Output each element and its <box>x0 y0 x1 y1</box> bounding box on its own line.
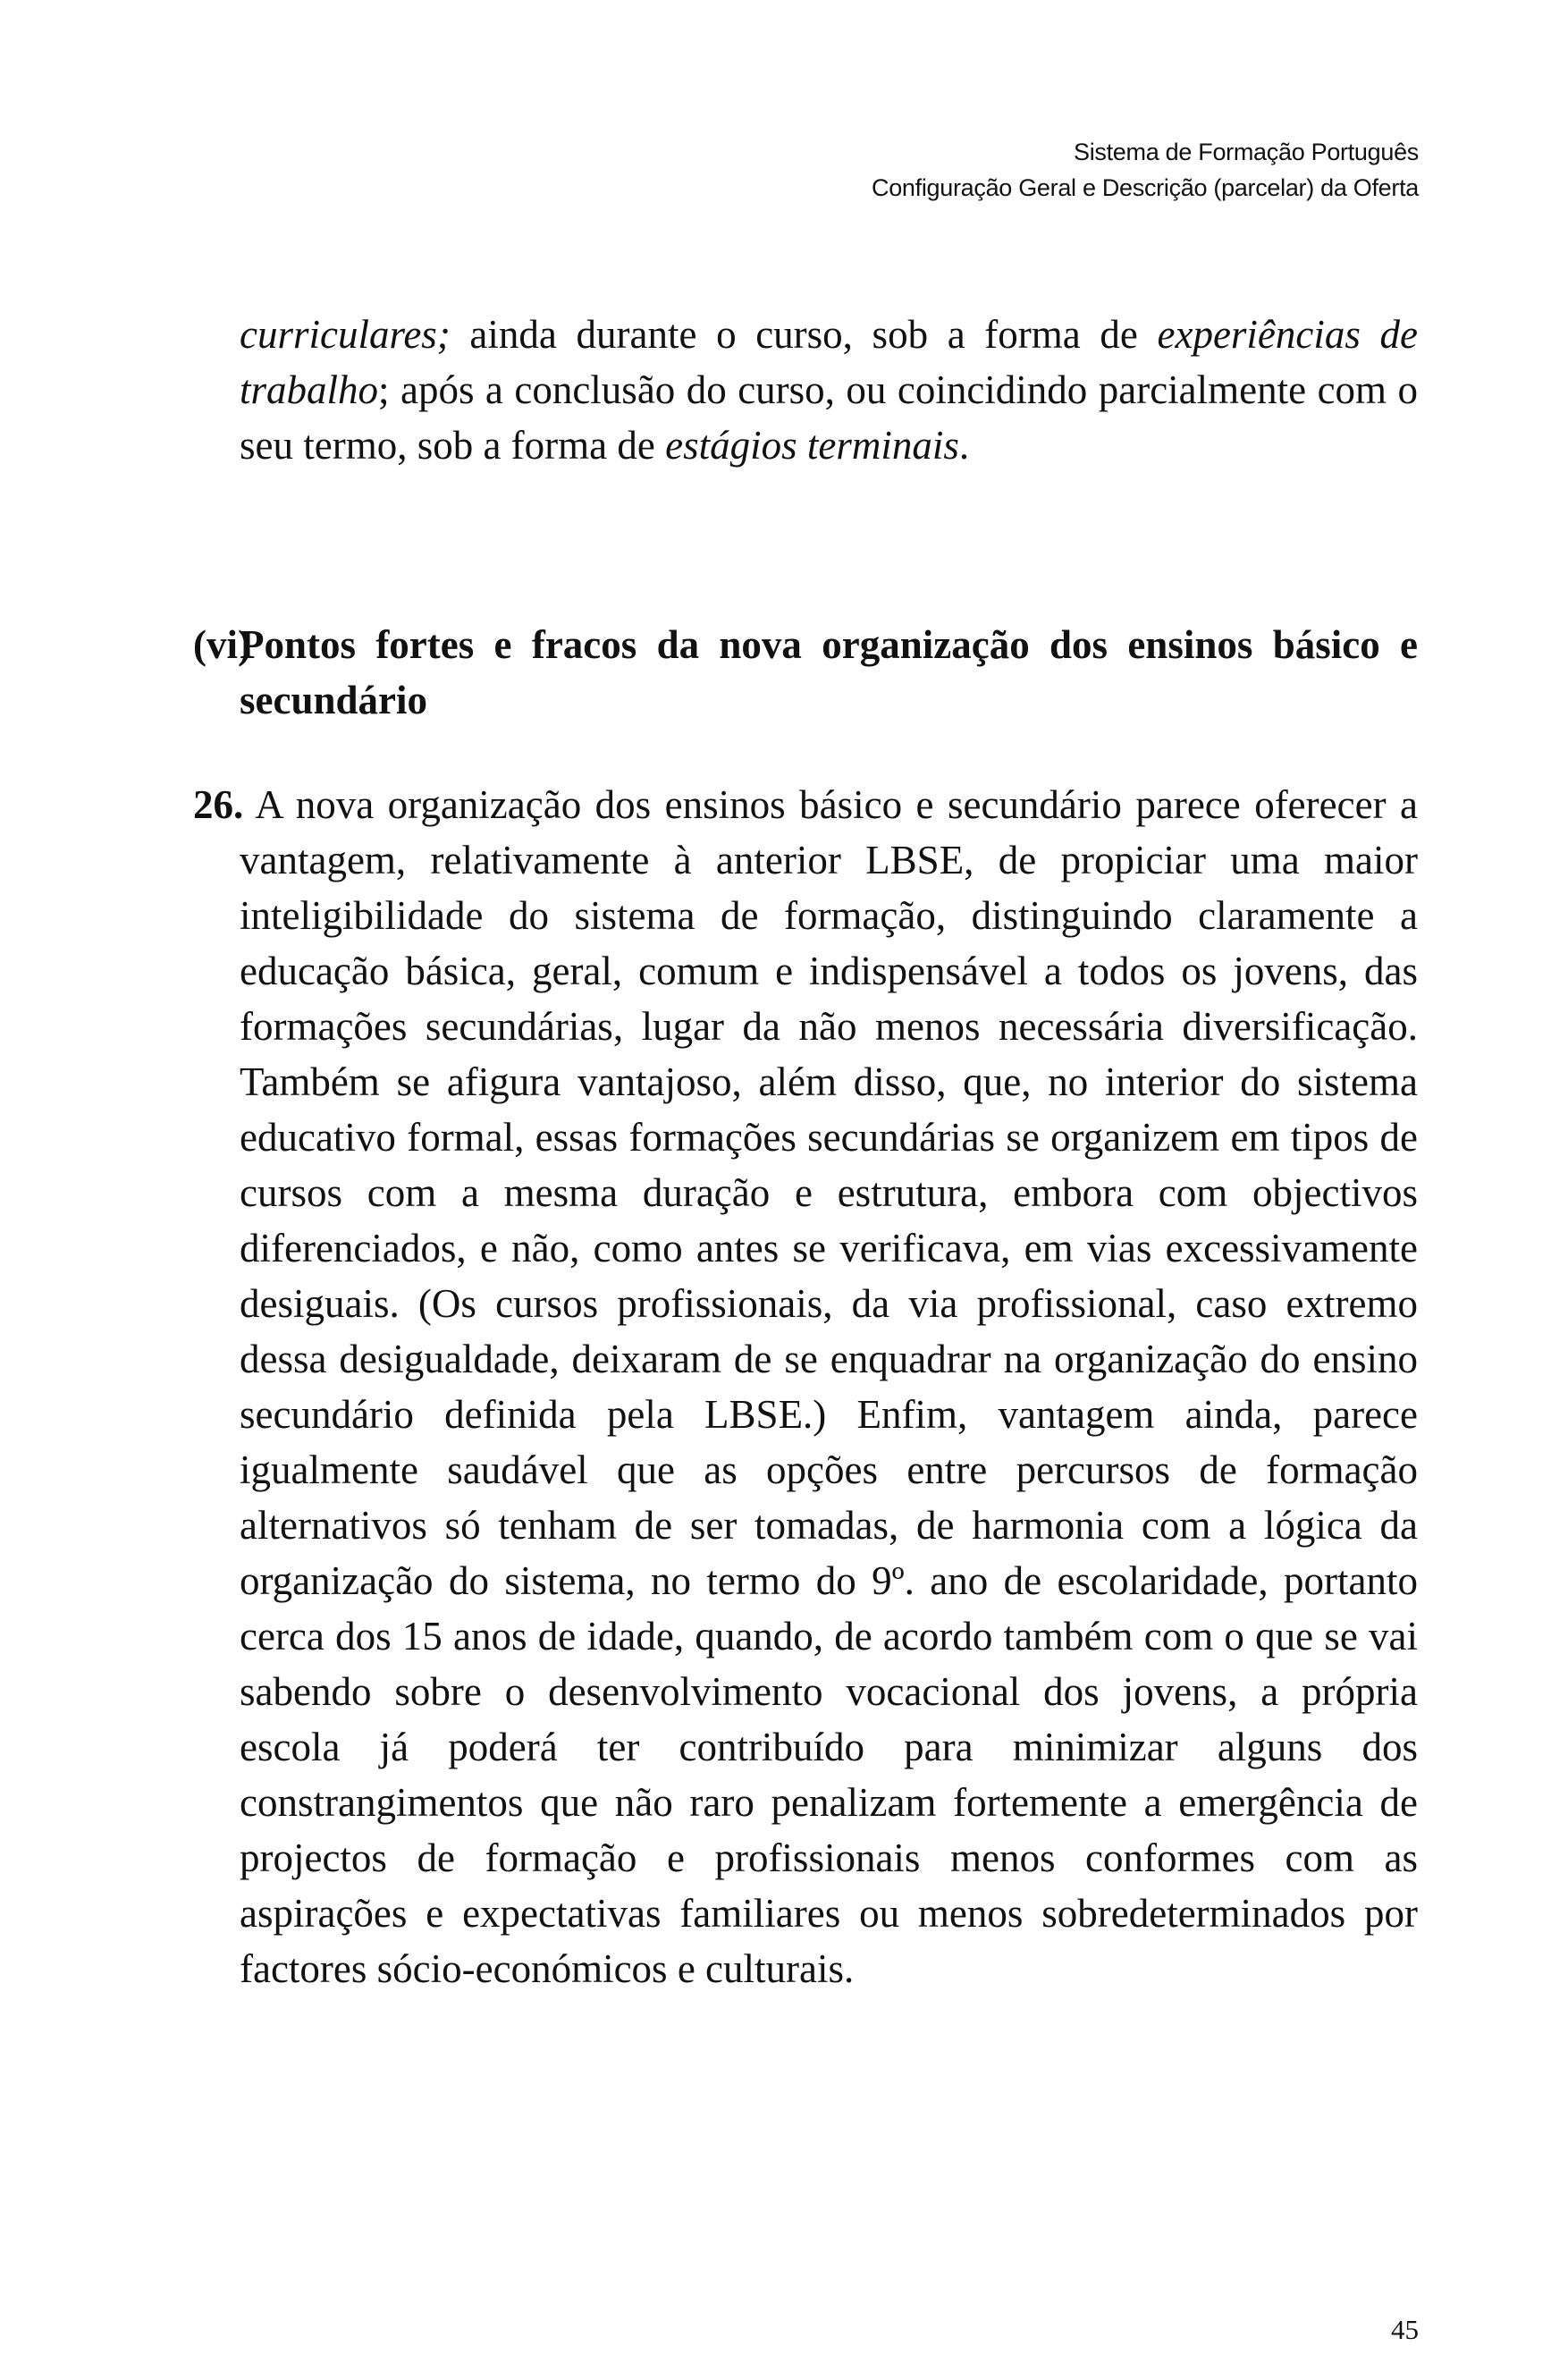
intro-text-italic-3: estágios terminais <box>665 423 959 468</box>
intro-paragraph <box>240 307 1418 473</box>
section-number: (vi) <box>193 622 251 667</box>
page-number: 45 <box>1391 2314 1419 2345</box>
paragraph-number: 26. <box>193 782 244 827</box>
header-title: Sistema de Formação Português <box>1074 139 1419 165</box>
paragraph-text: A nova organização dos ensinos básico e secundário parece oferecer a vantagem, relativamente à anterior LBSE, de propiciar uma maior inteligibilidade do sistema de formação, distinguindo claramente a educação básica, geral, comum e indispensável a todos os jovens, das formações secundárias, lugar da não menos necessária diversificação. Também se afigura vantajoso, além disso, que, no interior do sistema educativo formal, essas formações secundárias se organizem em tipos de cursos com a mesma duração e estrutura, embora com objectivos diferenciados, e não, como antes se verificava, em vias excessivamente desiguais. (Os cursos profissionais, da via profissional, caso extremo dessa desigualdade, deixaram de se enquadrar na organização do ensino secundário definida pela LBSE.) Enfim, vantagem ainda, parece igualmente saudável que as opções entre percursos de formação alternativos só tenham de ser tomadas, de harmonia com a lógica da organização do sistema, no termo do 9º. ano de escolaridade, portanto cerca dos 15 anos de idade, quando, de acordo também com o que se vai sabendo sobre o desenvolvimento vocacional dos jovens, a própria escola já poderá ter contribuído para minimizar alguns dos constrangimentos que não raro penalizam fortemente a emergência de projectos de formação e profissionais menos conformes com as aspirações e expectativas familiares ou menos sobredeterminados por factores sócio-económicos e culturais. <box>240 782 1418 1991</box>
paragraph-26 <box>193 777 1418 1996</box>
section-heading <box>193 617 1418 728</box>
section-title: Pontos fortes e fracos da nova organização dos ensinos básico e secundário <box>240 622 1418 722</box>
intro-text-2: ; após a conclusão do curso, ou coincidindo parcialmente com o seu termo, sob a forma de <box>240 367 1418 468</box>
intro-text-italic-2: experiências de trabalho <box>240 312 1418 412</box>
intro-text-1: ainda durante o curso, sob a forma de <box>450 312 1158 357</box>
running-header <box>872 134 1419 206</box>
intro-text-italic-1: curriculares; <box>240 312 451 357</box>
header-subtitle: Configuração Geral e Descrição (parcelar) da Oferta <box>872 174 1419 201</box>
intro-text-3: . <box>958 423 970 468</box>
